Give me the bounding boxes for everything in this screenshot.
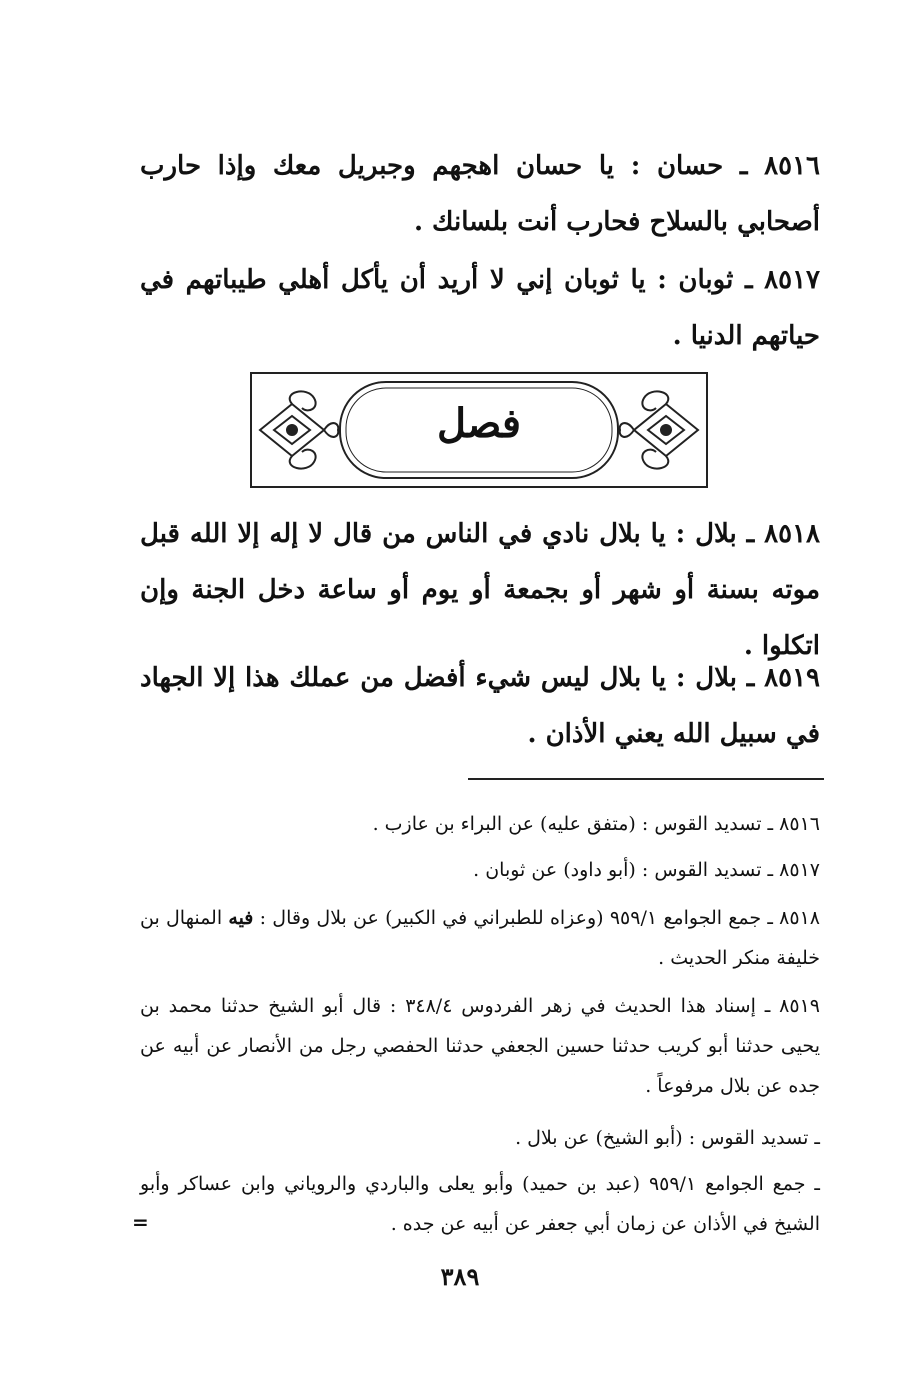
hadith-number: ٨٥١٩ ـ [746,663,820,693]
footnote-text: ـ تسديد القوس : (أبو الشيخ) عن بلال . [515,1127,820,1149]
footnote-bold-word: فيه [228,907,254,929]
hadith-text: يا حسان اهجهم وجبريل معك وإذا حارب أصحابي بالسلاح فحارب أنت بلسانك . [140,151,820,237]
footnote-text-tail: المنهال بن خليفة منكر الحديث . [140,907,820,969]
footnote-8519 [140,986,820,1106]
footnote-text: ٨٥١٧ ـ تسديد القوس : (أبو داود) عن ثوبان . [473,859,820,881]
footnote-text: ٨٥١٩ ـ إسناد هذا الحديث في زهر الفردوس ٣٤٨/٤ : قال أبو الشيخ حدثنا محمد بن يحيى حدثنا أبو كريب حدثنا حسين الجعفي حدثنا الحفصي رجل من الأنصار عن أبيه عن جده عن بلال مرفوعاً . [140,995,820,1097]
hadith-text: يا بلال ليس شيء أفضل من عملك هذا إلا الجهاد في سبيل الله يعني الأذان . [140,663,820,749]
footnote-divider [468,778,824,780]
hadith-8516 [140,138,820,250]
footnote-text: ٨٥١٨ ـ جمع الجوامع ٩٥٩/١ (وعزاه للطبراني في الكبير) عن بلال وقال : [259,907,820,929]
footnote-text: ـ جمع الجوامع ٩٥٩/١ (عبد بن حميد) وأبو يعلى والباردي والروياني وابن عساكر وأبو الشيخ في الأذان عن زمان أبي جعفر عن أبيه عن جده . [140,1173,820,1235]
section-banner [250,372,708,488]
hadith-8519 [140,650,820,762]
footnote-8517 [140,850,820,890]
hadith-text: يا بلال نادي في الناس من قال لا إله إلا الله قبل موته بسنة أو شهر أو بجمعة أو يوم أو ساعة دخل الجنة وإن اتكلوا . [140,519,820,661]
hadith-narrator: ثوبان : [657,265,734,295]
page-number: ٣٨٩ [440,1262,480,1291]
hadith-number: ٨٥١٨ ـ [746,519,820,549]
footnote-source-2 [140,1164,820,1244]
hadith-narrator: بلال : [675,663,737,693]
hadith-8518 [140,506,820,674]
hadith-number: ٨٥١٧ ـ [744,265,820,295]
hadith-text: يا ثوبان إني لا أريد أن يأكل أهلي طيباتهم في حياتهم الدنيا . [140,265,820,351]
footnote-8516 [140,804,820,844]
hadith-8517 [140,252,820,364]
section-heading: فصل [436,400,522,447]
hadith-narrator: بلال : [675,519,737,549]
hadith-number: ٨٥١٦ ـ [739,151,821,181]
footnote-text: ٨٥١٦ ـ تسديد القوس : (متفق عليه) عن البراء بن عازب . [372,813,820,835]
footnote-source-1 [140,1118,820,1158]
hadith-narrator: حسان : [630,151,724,181]
continuation-mark: = [132,1210,149,1234]
footnote-8518 [140,898,820,978]
